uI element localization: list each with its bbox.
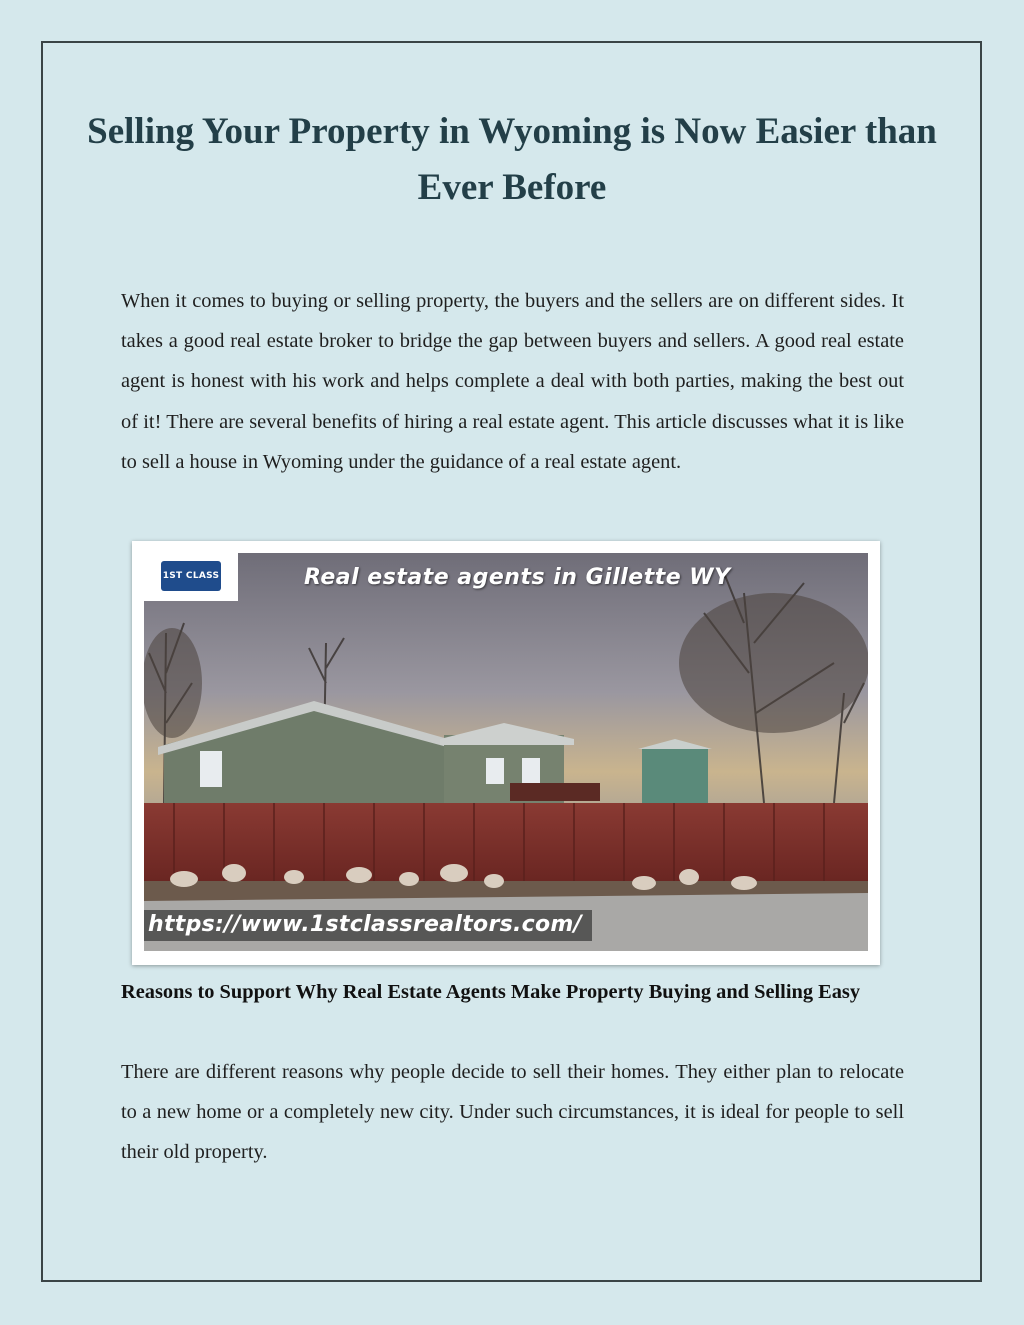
photo-url-overlay: https://www.1stclassrealtors.com/ bbox=[144, 910, 592, 941]
logo-badge: 1ST CLASS bbox=[161, 561, 221, 591]
photo-caption: Real estate agents in Gillette WY bbox=[304, 565, 731, 590]
house-photo bbox=[144, 553, 868, 951]
reasons-paragraph: There are different reasons why people decide to sell their homes. They either plan to relocate to a new home or a completely new city. Under such circumstances, it is ideal for people to sell their old property. bbox=[121, 1061, 904, 1164]
house-photo-illustration bbox=[144, 553, 868, 951]
section-heading: Reasons to Support Why Real Estate Agents Make Property Buying and Selling Easy bbox=[121, 981, 861, 1003]
house-photo-card bbox=[132, 541, 880, 965]
page-title: Selling Your Property in Wyoming is Now Easier than Ever Before bbox=[87, 111, 937, 208]
realtor-logo bbox=[144, 553, 238, 601]
intro-paragraph: When it comes to buying or selling property, the buyers and the sellers are on different sides. It takes a good real estate broker to bridge the gap between buyers and sellers. A good real estate agent is honest with his work and helps complete a deal with both parties, making the best out of it! There are several benefits of hiring a real estate agent. This article discusses what it is like to sell a house in Wyoming under the guidance of a real estate agent. bbox=[121, 290, 904, 473]
